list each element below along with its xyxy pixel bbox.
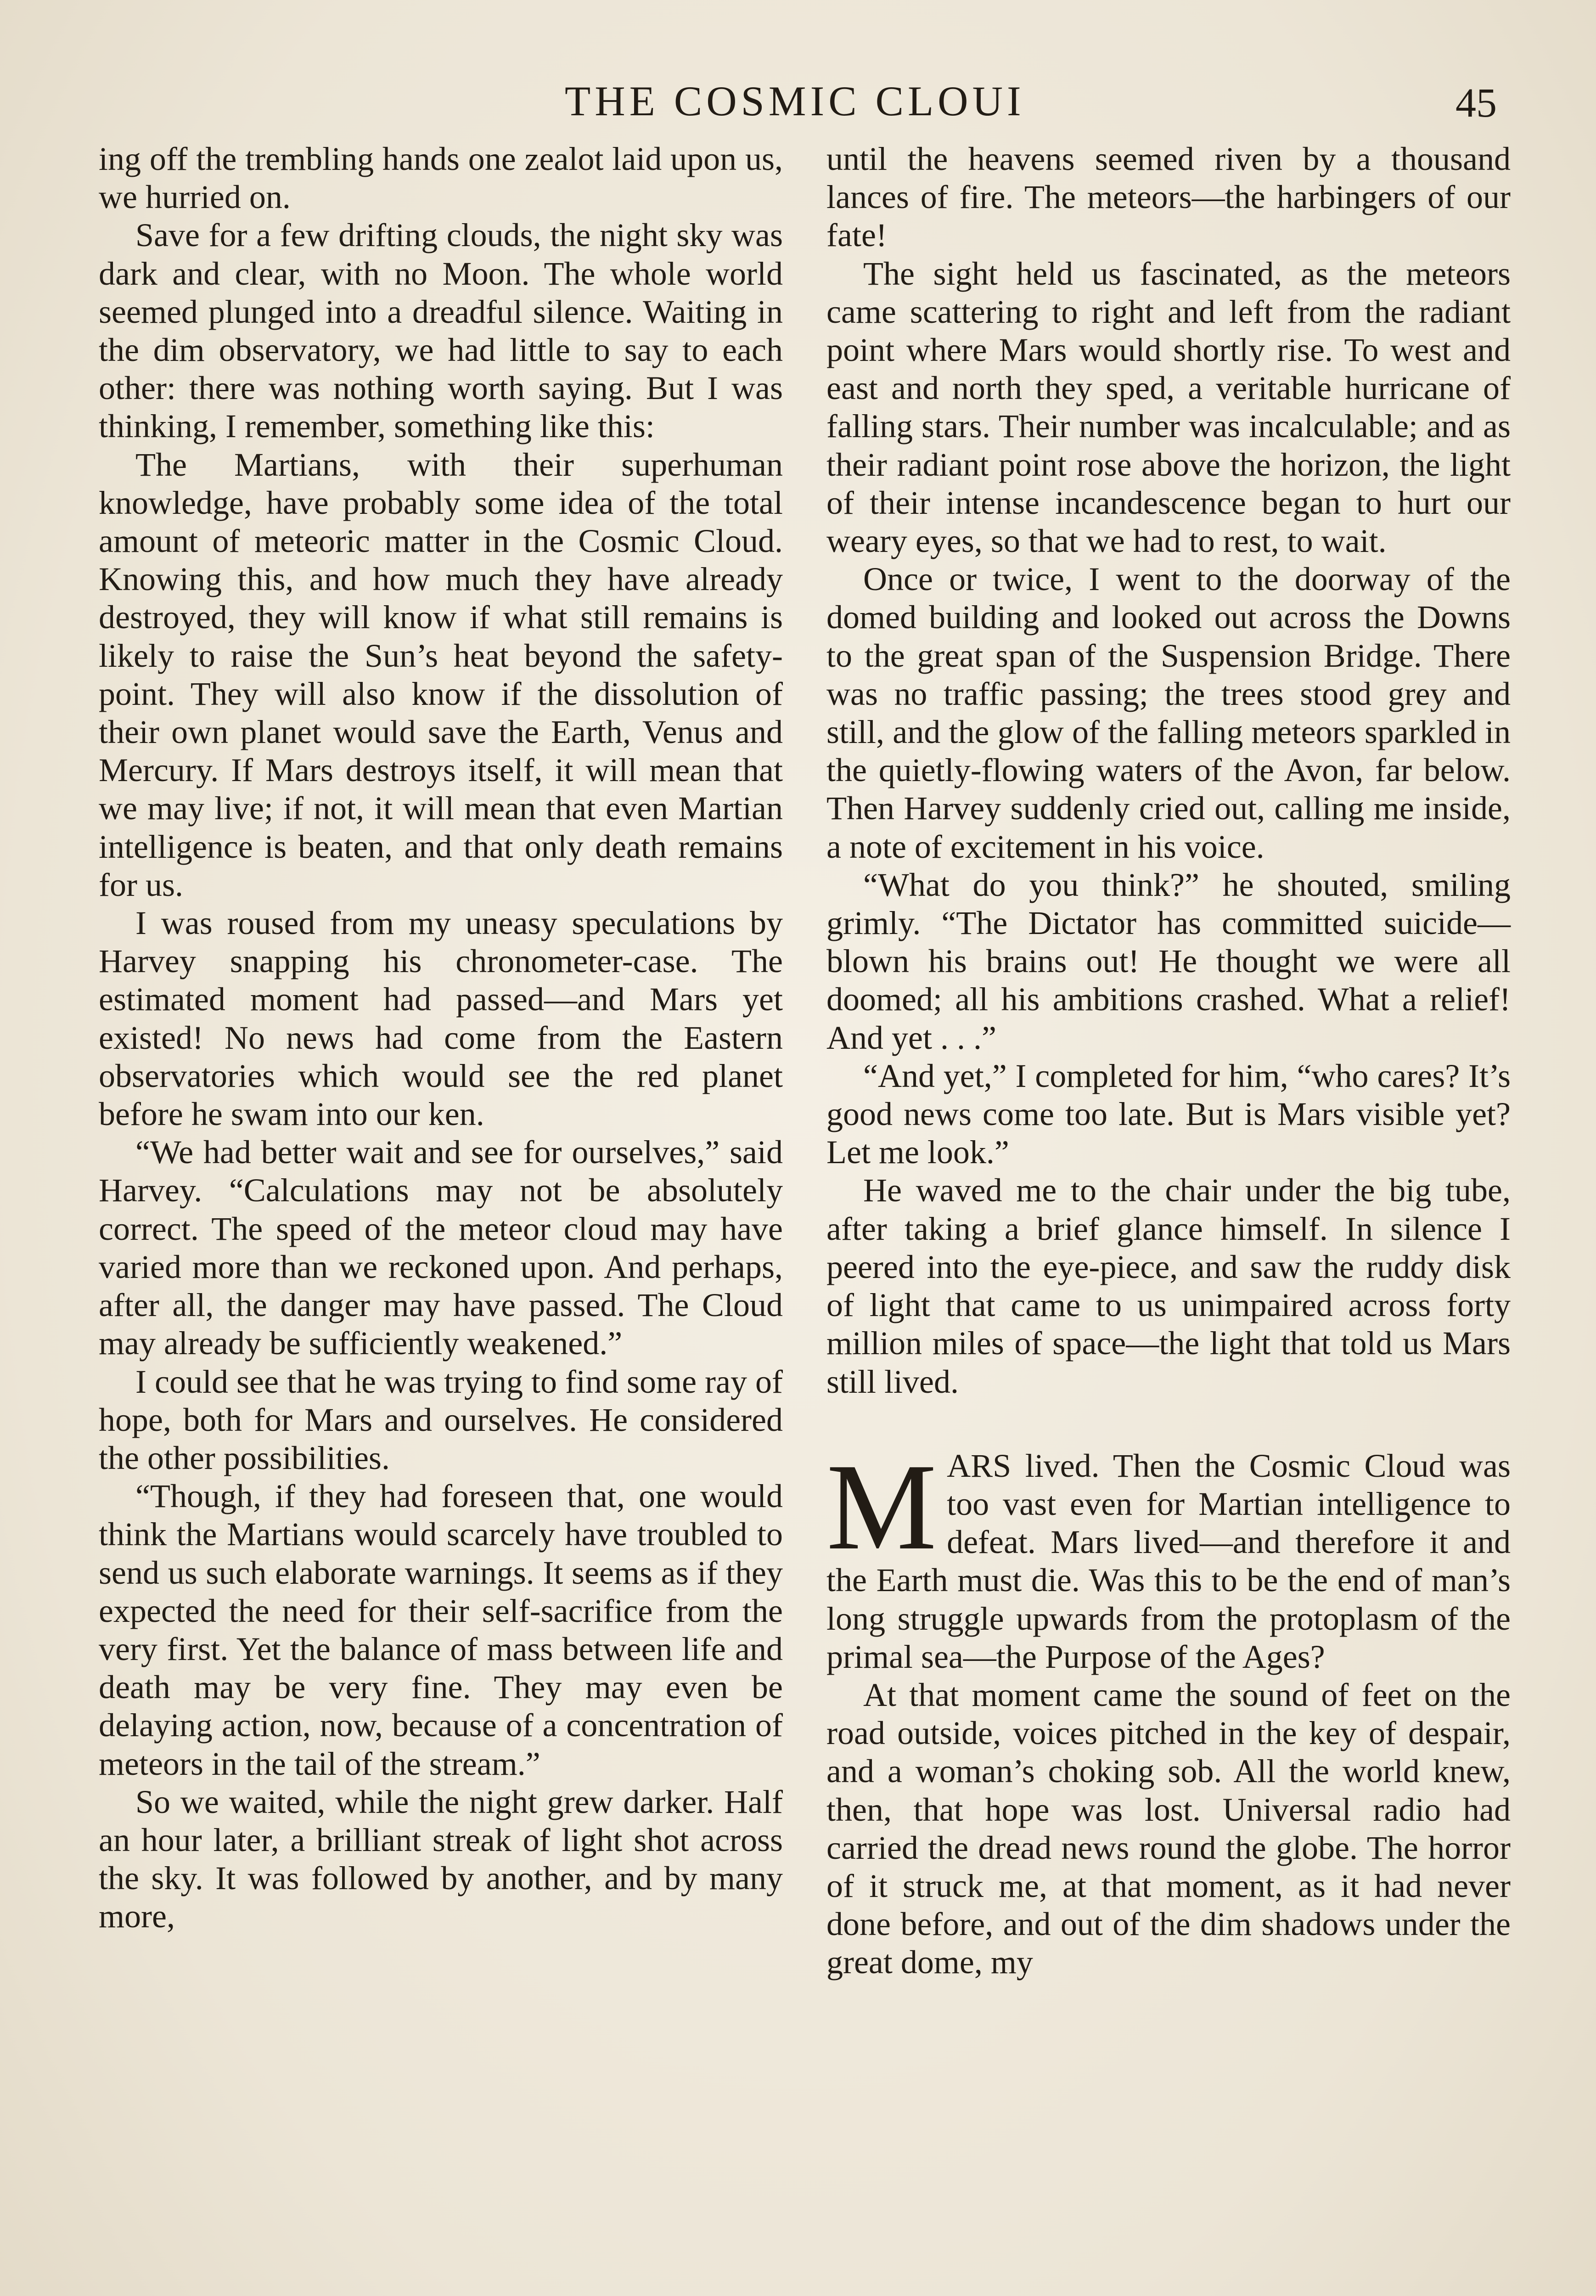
paragraph: “And yet,” I completed for him, “who cares? It’s good news come too late. But is Mars visible yet? Let me look.” xyxy=(826,1057,1511,1171)
paragraph: “Though, if they had foreseen that, one would think the Martians would scarcely have troubled to send us such elaborate warnings. It seems as if they expected the need for their self-sacrifice from the very first. Yet the balance of mass between life and death may be very fine. They may even be delaying action, now, because of a concentration of meteors in the tail of the stream.” xyxy=(99,1478,783,1782)
paragraph: The Martians, with their superhuman knowledge, have probably some idea of the total amount of meteoric matter in the Cosmic Cloud. Knowing this, and how much they have already destroyed, they will know if what still remains is likely to raise the Sun’s heat beyond the safety-point. They will also know if the dissolution of their own planet would save the Earth, Venus and Mercury. If Mars destroys itself, it will mean that we may live; if not, it will mean that even Martian intelligence is beaten, and that only death remains for us. xyxy=(99,446,783,903)
paragraph: “We had better wait and see for ourselves,” said Harvey. “Calculations may not be absolutely correct. The speed of the meteor cloud may have varied more than we reckoned upon. And perhaps, after all, the danger may have passed. The Cloud may already be sufficiently weakened.” xyxy=(99,1134,783,1362)
right-text-column xyxy=(826,140,1511,1982)
page-number: 45 xyxy=(1456,80,1497,126)
drop-cap-initial: M xyxy=(826,1438,937,1576)
running-title: THE COSMIC CLOUI xyxy=(565,78,1025,124)
paragraph: I could see that he was trying to find some ray of hope, both for Mars and ourselves. He considered the other possibilities. xyxy=(99,1363,783,1476)
paragraph: Once or twice, I went to the doorway of the domed building and looked out across the Downs to the great span of the Suspension Bridge. There was no traffic passing; the trees stood grey and still, and the glow of the falling meteors sparkled in the quietly-flowing waters of the Avon, far below. Then Harvey suddenly cried out, calling me inside, a note of excitement in his voice. xyxy=(826,561,1511,865)
page-header xyxy=(0,69,1596,133)
left-text-column xyxy=(99,140,783,1936)
paragraph-text: ARS lived. Then the Cosmic Cloud was too vast even for Martian intelligence to defeat. Mars lived—and therefore it and the Earth must die. Was this to be the end of man’s long struggle upwards from the protoplasm of the primal sea—the Purpose of the Ages? xyxy=(826,1447,1511,1675)
paragraph: “What do you think?” he shouted, smiling grimly. “The Dictator has committed suicide—blown his brains out! He thought we were all doomed; all his ambitions crashed. What a relief! And yet . . .” xyxy=(826,866,1511,1056)
paragraph: So we waited, while the night grew darker. Half an hour later, a brilliant streak of light shot across the sky. It was followed by another, and by many more, xyxy=(99,1783,783,1935)
paragraph: Save for a few drifting clouds, the night sky was dark and clear, with no Moon. The whole world seemed plunged into a dreadful silence. Waiting in the dim observatory, we had little to say to each other: there was nothing worth saying. But I was thinking, I remember, something like this: xyxy=(99,217,783,445)
paragraph xyxy=(826,1438,1511,1676)
paragraph: The sight held us fascinated, as the meteors came scattering to right and left from the radiant point where Mars would shortly rise. To west and east and north they sped, a veritable hurricane of falling stars. Their number was incalculable; and as their radiant point rose above the horizon, the light of their intense incandescence began to hurt our weary eyes, so that we had to rest, to wait. xyxy=(826,255,1511,560)
paragraph: ing off the trembling hands one zealot laid upon us, we hurried on. xyxy=(99,141,783,216)
paragraph: until the heavens seemed riven by a thousand lances of fire. The meteors—the harbingers of our fate! xyxy=(826,141,1511,254)
paragraph: He waved me to the chair under the big tube, after taking a brief glance himself. In silence I peered into the eye-piece, and saw the ruddy disk of light that came to us unimpaired across forty million miles of space—the light that told us Mars still lived. xyxy=(826,1172,1511,1400)
paragraph: At that moment came the sound of feet on the road outside, voices pitched in the key of despair, and a woman’s choking sob. All the world knew, then, that hope was lost. Universal radio had carried the dread news round the globe. The horror of it struck me, at that moment, as it had never done before, and out of the dim shadows under the great dome, my xyxy=(826,1676,1511,1981)
paragraph: I was roused from my uneasy speculations by Harvey snapping his chronometer-case. The estimated moment had passed—and Mars yet existed! No news had come from the Eastern observatories which would see the red planet before he swam into our ken. xyxy=(99,905,783,1133)
